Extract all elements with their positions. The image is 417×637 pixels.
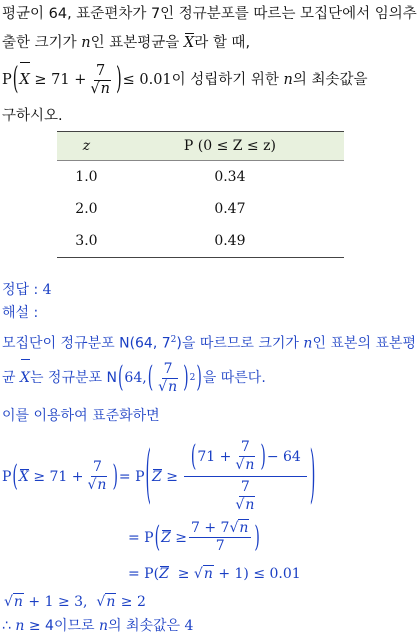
question-text: 구하시오. <box>2 108 63 124</box>
answer-value: 4 <box>184 618 194 634</box>
fraction: $\frac{7}{√n}$ <box>235 439 255 473</box>
equation-1 <box>2 437 316 516</box>
fraction-num: 7 + 7√n <box>189 520 251 538</box>
math-text: ≥ 71 + <box>34 72 87 88</box>
open-paren: ( <box>147 361 154 395</box>
fraction: $\frac{7}{√n}$ <box>90 62 110 97</box>
open-paren: ( <box>190 439 197 474</box>
math-text: − 64 <box>266 448 301 465</box>
fraction: $\frac{7}{√n}$ <box>87 459 107 493</box>
math-p: P <box>2 468 12 485</box>
table-header-z: z <box>57 132 116 161</box>
fraction-num: 7 <box>163 360 173 377</box>
solution-line-2 <box>2 359 266 397</box>
math-zbar: Z <box>159 566 169 582</box>
math-var: n <box>203 566 213 582</box>
math-xbar: X <box>19 62 29 98</box>
therefore-symbol: ∴ <box>2 618 11 634</box>
math-var: n <box>81 35 91 51</box>
table-cell: 0.34 <box>214 169 246 185</box>
math-zbar: Z <box>152 468 162 485</box>
solution-text: 이를 이용하여 표준화하면 <box>2 408 160 424</box>
math-xbar: X <box>18 468 29 485</box>
math-text: = P <box>128 529 154 546</box>
table-row <box>57 225 344 258</box>
normal-table <box>57 131 344 258</box>
close-paren: ) <box>260 439 266 474</box>
solution-text: 의 최솟값은 <box>108 618 181 634</box>
math-var: n <box>15 618 25 634</box>
equation-3: = P(Z ≥ √n + 1) ≤ 0.01 <box>128 566 301 582</box>
math-text: ≥ <box>175 529 187 546</box>
table-header-row <box>57 132 344 161</box>
math-text: ≥ <box>166 468 178 485</box>
close-paren: ) <box>196 361 202 395</box>
explain-label-text: 해설 : <box>2 305 39 321</box>
fraction-den: n <box>245 457 255 473</box>
math-var: n <box>106 594 116 610</box>
solution-text: 균 <box>2 370 16 386</box>
fraction-den: n <box>245 497 255 513</box>
superscript: 2 <box>189 373 196 383</box>
solution-text: )을 따르므로 크기가 <box>176 335 299 352</box>
math-var: n <box>13 594 23 610</box>
question-text: 이 성립하기 위한 <box>171 72 279 88</box>
conclusion-line <box>2 616 193 636</box>
table-cell: 0.47 <box>214 201 246 217</box>
open-paren: ( <box>12 63 19 97</box>
math-var: n <box>283 72 293 88</box>
table-cell: 0.49 <box>116 225 344 258</box>
table-row <box>57 193 344 225</box>
solution-text: 는 정규분포 N <box>29 370 117 386</box>
question-text: 의 최솟값을 <box>292 72 368 88</box>
math-text: = P <box>118 468 145 485</box>
open-paren: ( <box>145 440 151 513</box>
math-var: n <box>303 335 313 352</box>
fraction: $\frac{7}{√n}$ <box>158 360 178 395</box>
answer-value: 4 <box>42 282 52 298</box>
big-fraction <box>184 437 307 516</box>
question-line-4 <box>2 106 63 126</box>
explain-label <box>2 303 38 323</box>
question-line-2 <box>2 33 250 53</box>
open-paren: ( <box>154 520 161 555</box>
table-cell: 2.0 <box>75 201 98 217</box>
solution-text: 을 따른다. <box>202 370 266 386</box>
inequality-line: √n + 1 ≥ 3, √n ≥ 2 <box>4 594 146 610</box>
table-cell: 1.0 <box>75 169 98 185</box>
math-text: 64, <box>124 370 147 386</box>
math-text: + 1 ≥ 3, <box>28 594 88 610</box>
fraction-num: 7 <box>240 439 250 455</box>
solution-text: ≥ 4이므로 <box>28 618 95 634</box>
fraction <box>189 520 251 555</box>
math-xbar: X <box>183 35 195 51</box>
close-paren: ) <box>112 459 118 494</box>
math-text: ≥ 2 <box>120 594 146 610</box>
question-line-3 <box>2 62 368 98</box>
solution-text: 인 표본의 표본평 <box>312 335 417 352</box>
math-text: 7 + 7 <box>191 520 230 536</box>
math-var: n <box>239 520 249 536</box>
fraction-den: 7 <box>215 538 225 554</box>
math-var: n <box>98 618 109 634</box>
fraction-num: 7 <box>93 459 102 475</box>
table-cell: 3.0 <box>57 225 116 258</box>
solution-text: 모집단이 정규분포 N(64, 7 <box>2 335 171 352</box>
open-paren: ( <box>117 361 124 395</box>
math-xbar: X <box>20 359 30 397</box>
superscript: 2 <box>170 335 177 345</box>
close-paren: ) <box>309 440 316 513</box>
fraction-num: 7 <box>96 62 106 79</box>
math-text: ≥ 71 + <box>33 468 84 485</box>
fraction-num: 7 <box>240 479 250 495</box>
big-fraction-num <box>184 437 307 477</box>
answer-line <box>2 280 52 300</box>
table-header-prob: P (0 ≤ Z ≤ z) <box>116 132 344 161</box>
question-text: 라 할 때, <box>194 35 251 51</box>
question-text: 평균이 64, 표준편차가 7인 정규분포를 따르는 모집단에서 임의추 <box>2 6 417 22</box>
math-text: ≥ <box>177 566 190 582</box>
close-paren: ) <box>254 520 260 555</box>
question-text: 출한 크기가 <box>2 35 77 51</box>
fraction-den: n <box>100 80 110 97</box>
question-text: 인 표본평균을 <box>90 35 180 51</box>
math-text: ≤ 0.01 <box>122 72 172 88</box>
math-text: 71 + <box>197 448 232 465</box>
fraction-den: n <box>168 378 178 395</box>
math-text: + 1) ≤ 0.01 <box>218 566 301 582</box>
big-fraction-den <box>231 477 259 516</box>
math-zbar: Z <box>161 529 171 546</box>
fraction: $\frac{7}{√n}$ <box>235 479 255 513</box>
answer-label: 정답 : <box>2 282 39 298</box>
fraction-den: n <box>97 477 107 493</box>
math-p: P <box>2 72 12 88</box>
math-text: = P <box>128 566 154 582</box>
solution-line-1 <box>2 330 416 354</box>
close-paren: ) <box>115 63 122 97</box>
open-paren: ( <box>12 459 18 494</box>
solution-line-3 <box>2 406 160 426</box>
equation-2 <box>128 520 261 555</box>
close-paren: ) <box>183 361 189 395</box>
question-line-1 <box>2 4 417 24</box>
table-row <box>57 161 344 194</box>
